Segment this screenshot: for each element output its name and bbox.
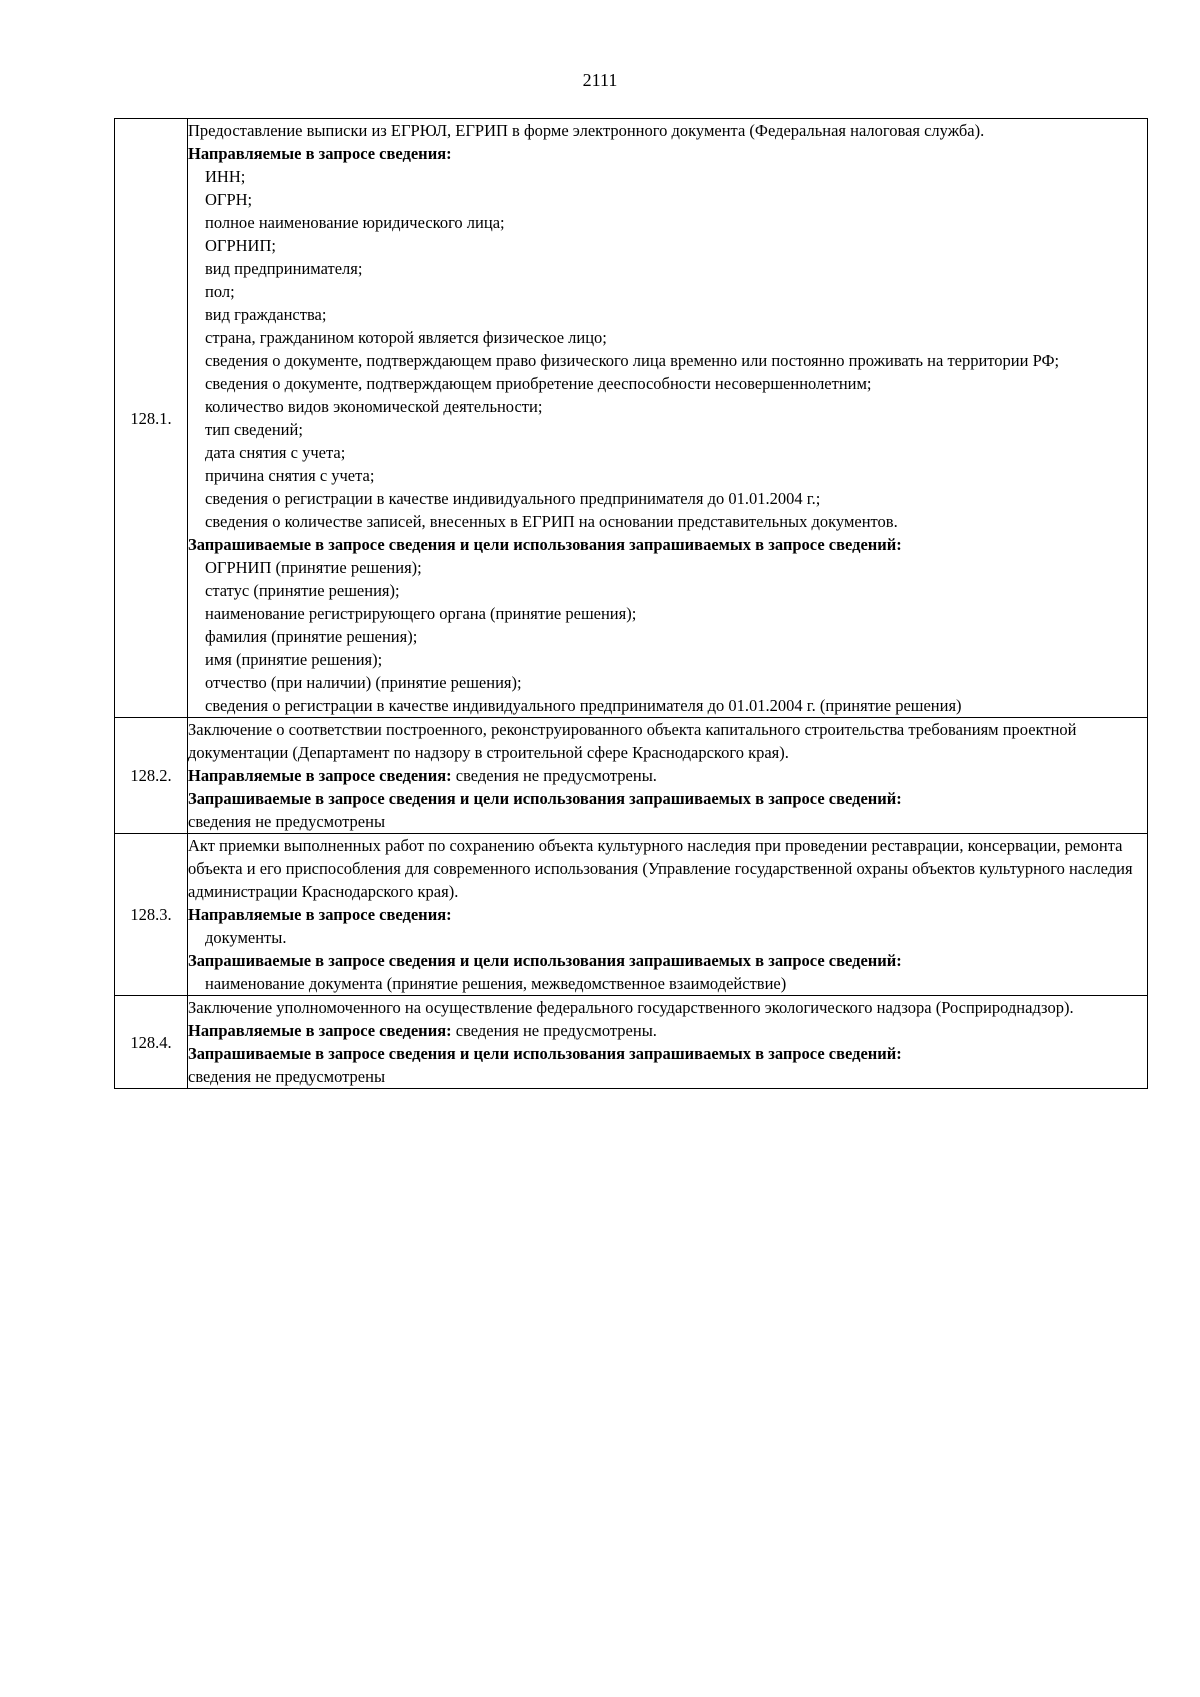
list-item: причина снятия с учета; bbox=[205, 466, 375, 485]
list-item: пол; bbox=[205, 282, 235, 301]
sent-heading: Направляемые в запросе сведения: bbox=[188, 766, 452, 785]
list-item: сведения о регистрации в качестве индивидуального предпринимателя до 01.01.2004 г.; bbox=[205, 489, 821, 508]
sent-value: сведения не предусмотрены. bbox=[455, 1021, 657, 1040]
list-item: сведения о регистрации в качестве индивидуального предпринимателя до 01.01.2004 г. (принятие решения) bbox=[205, 696, 962, 715]
table-row bbox=[115, 834, 1148, 996]
sent-value: сведения не предусмотрены. bbox=[455, 766, 657, 785]
list-item: вид гражданства; bbox=[205, 305, 327, 324]
list-item: сведения о документе, подтверждающем приобретение дееспособности несовершеннолетним; bbox=[205, 374, 872, 393]
requested-heading: Запрашиваемые в запросе сведения и цели использования запрашиваемых в запросе сведений: bbox=[188, 1044, 902, 1063]
list-item: наименование документа (принятие решения, межведомственное взаимодействие) bbox=[205, 974, 787, 993]
requested-heading: Запрашиваемые в запросе сведения и цели использования запрашиваемых в запросе сведений: bbox=[188, 535, 902, 554]
list-item: статус (принятие решения); bbox=[205, 581, 400, 600]
list-item: документы. bbox=[205, 928, 287, 947]
row-number: 128.3. bbox=[115, 834, 188, 996]
page-number: 2111 bbox=[582, 70, 618, 90]
list-item: полное наименование юридического лица; bbox=[205, 213, 505, 232]
list-item: фамилия (принятие решения); bbox=[205, 627, 418, 646]
row-content bbox=[188, 834, 1148, 996]
list-item: ОГРН; bbox=[205, 190, 253, 209]
sent-heading: Направляемые в запросе сведения: bbox=[188, 1021, 452, 1040]
list-item: количество видов экономической деятельности; bbox=[205, 397, 543, 416]
row-title: Предоставление выписки из ЕГРЮЛ, ЕГРИП в форме электронного документа (Федеральная налоговая служба). bbox=[188, 121, 985, 140]
services-table bbox=[114, 118, 1148, 1089]
row-content bbox=[188, 119, 1148, 718]
requested-heading: Запрашиваемые в запросе сведения и цели использования запрашиваемых в запросе сведений: bbox=[188, 951, 902, 970]
list-item: дата снятия с учета; bbox=[205, 443, 346, 462]
list-item: наименование регистрирующего органа (принятие решения); bbox=[205, 604, 637, 623]
row-title: Заключение о соответствии построенного, реконструированного объекта капитального строительства требованиям проектной документации (Департамент по надзору в строительной сфере Краснодарского края). bbox=[188, 720, 1077, 762]
list-item: ОГРНИП (принятие решения); bbox=[205, 558, 422, 577]
list-item: имя (принятие решения); bbox=[205, 650, 383, 669]
requested-heading: Запрашиваемые в запросе сведения и цели использования запрашиваемых в запросе сведений: bbox=[188, 789, 902, 808]
sent-heading: Направляемые в запросе сведения: bbox=[188, 905, 452, 924]
row-number: 128.4. bbox=[115, 996, 188, 1089]
table-row bbox=[115, 996, 1148, 1089]
row-content bbox=[188, 996, 1148, 1089]
list-item: вид предпринимателя; bbox=[205, 259, 363, 278]
row-title: Заключение уполномоченного на осуществление федерального государственного экологического надзора (Росприроднадзор). bbox=[188, 998, 1074, 1017]
row-number: 128.1. bbox=[115, 119, 188, 718]
list-item: тип сведений; bbox=[205, 420, 303, 439]
sent-heading: Направляемые в запросе сведения: bbox=[188, 144, 452, 163]
table-row bbox=[115, 119, 1148, 718]
list-item: ОГРНИП; bbox=[205, 236, 276, 255]
requested-value: сведения не предусмотрены bbox=[188, 1067, 386, 1086]
row-number: 128.2. bbox=[115, 718, 188, 834]
row-content bbox=[188, 718, 1148, 834]
list-item: страна, гражданином которой является физическое лицо; bbox=[205, 328, 607, 347]
requested-value: сведения не предусмотрены bbox=[188, 812, 386, 831]
row-title: Акт приемки выполненных работ по сохранению объекта культурного наследия при проведении реставрации, консервации, ремонта объекта и его приспособления для современного использования (Управление государственной охраны объектов культурного наследия администрации Краснодарского края). bbox=[188, 836, 1133, 901]
list-item: ИНН; bbox=[205, 167, 246, 186]
table-row bbox=[115, 718, 1148, 834]
list-item: отчество (при наличии) (принятие решения); bbox=[205, 673, 522, 692]
list-item: сведения о документе, подтверждающем право физического лица временно или постоянно проживать на территории РФ; bbox=[205, 351, 1060, 370]
list-item: сведения о количестве записей, внесенных в ЕГРИП на основании представительных документов. bbox=[205, 512, 898, 531]
